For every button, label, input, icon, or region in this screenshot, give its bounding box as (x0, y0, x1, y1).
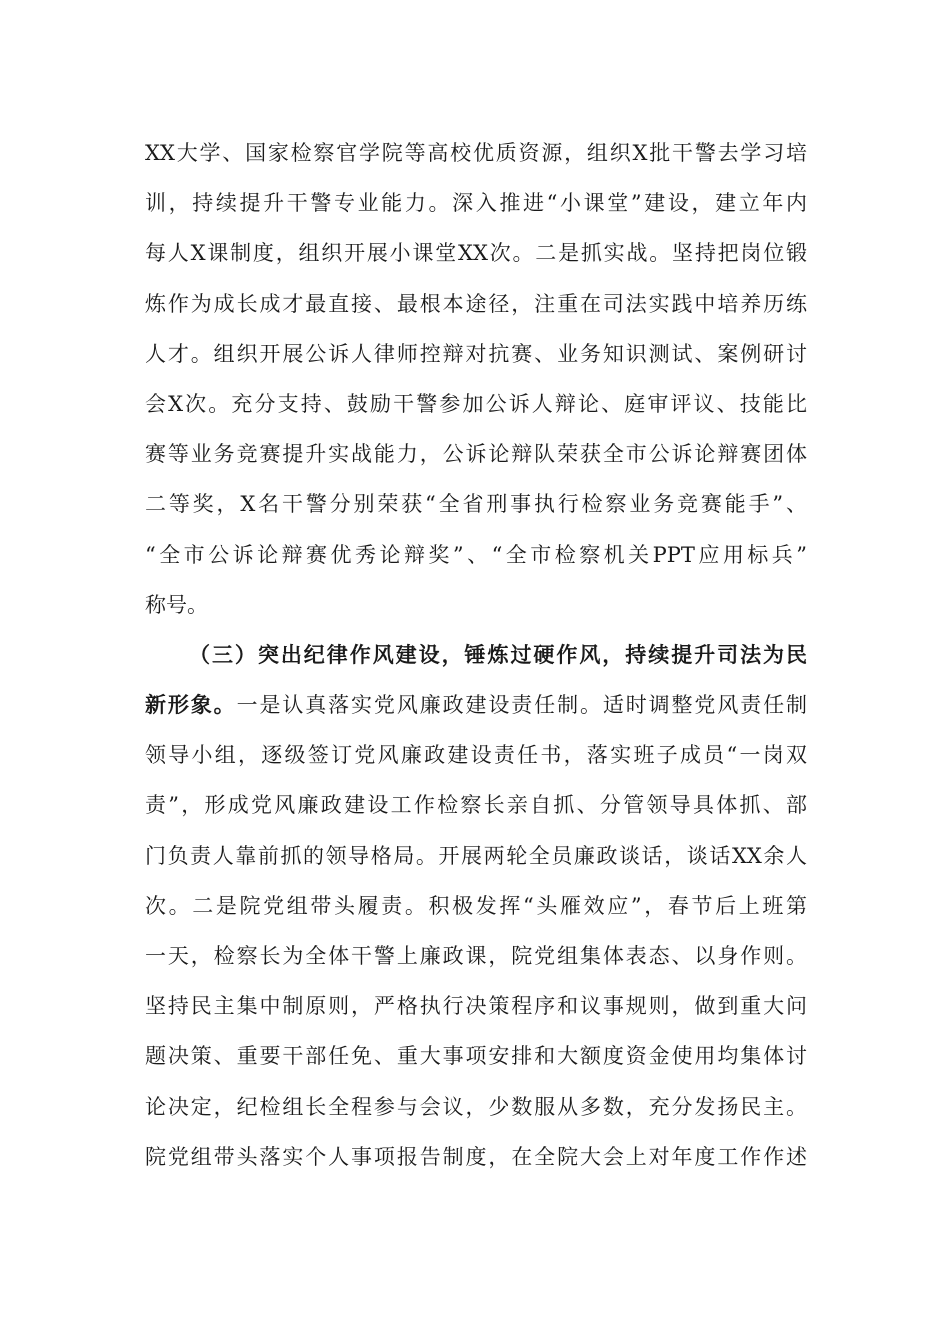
paragraph-line-8: 二等奖，X名干警分别荣获“全省刑事执行检察业务竞赛能手”、 (145, 492, 807, 517)
paragraph-line-21: 院党组带头落实个人事项报告制度，在全院大会上对年度工作作述 (145, 1144, 807, 1169)
paragraph-line-1: XX大学、国家检察官学院等高校优质资源，组织X批干警去学习培 (145, 141, 807, 165)
paragraph-line-10: 称号。 (145, 592, 208, 617)
paragraph-line-4: 炼作为成长成才最直接、最根本途径，注重在司法实践中培养历练 (145, 291, 807, 316)
section-heading-tail: 新形象。 (145, 692, 237, 718)
section-heading-continued (145, 680, 807, 730)
paragraph-line-12: 一是认真落实党风廉政建设责任制。适时调整党风责任制 (236, 693, 808, 718)
paragraph-line-7: 赛等业务竞赛提升实战能力，公诉论辩队荣获全市公诉论辩赛团体 (145, 442, 807, 467)
paragraph-line-15: 门负责人靠前抓的领导格局。开展两轮全员廉政谈话，谈话XX余人 (145, 843, 807, 868)
section-heading-3: （三）突出纪律作风建设，锤炼过硬作风，持续提升司法为民 (189, 641, 807, 667)
paragraph-line-9: “全市公诉论辩赛优秀论辩奖”、“全市检察机关PPT应用标兵” (145, 542, 807, 567)
paragraph-line-19: 题决策、重要干部任免、重大事项安排和大额度资金使用均集体讨 (145, 1044, 807, 1069)
paragraph-line-6: 会X次。充分支持、鼓励干警参加公诉人辩论、庭审评议、技能比 (145, 391, 807, 416)
paragraph-line-13: 领导小组，逐级签订党风廉政建设责任书，落实班子成员“一岗双 (145, 743, 807, 768)
paragraph-line-17: 一天，检察长为全体干警上廉政课，院党组集体表态、以身作则。 (145, 944, 807, 968)
paragraph-line-14: 责”，形成党风廉政建设工作检察长亲自抓、分管领导具体抓、部 (145, 793, 807, 818)
paragraph-line-5: 人才。组织开展公诉人律师控辩对抗赛、业务知识测试、案例研讨 (145, 341, 807, 366)
paragraph-line-2: 训，持续提升干警专业能力。深入推进“小课堂”建设，建立年内 (145, 191, 807, 216)
paragraph-line-16: 次。二是院党组带头履责。积极发挥“头雁效应”，春节后上班第 (145, 893, 807, 918)
document-page (145, 128, 807, 1182)
paragraph-line-3: 每人X课制度，组织开展小课堂XX次。二是抓实战。坚持把岗位锻 (145, 241, 807, 266)
paragraph-line-18: 坚持民主集中制原则，严格执行决策程序和议事规则，做到重大问 (145, 994, 807, 1019)
paragraph-line-20: 论决定，纪检组长全程参与会议，少数服从多数，充分发扬民主。 (145, 1094, 807, 1119)
